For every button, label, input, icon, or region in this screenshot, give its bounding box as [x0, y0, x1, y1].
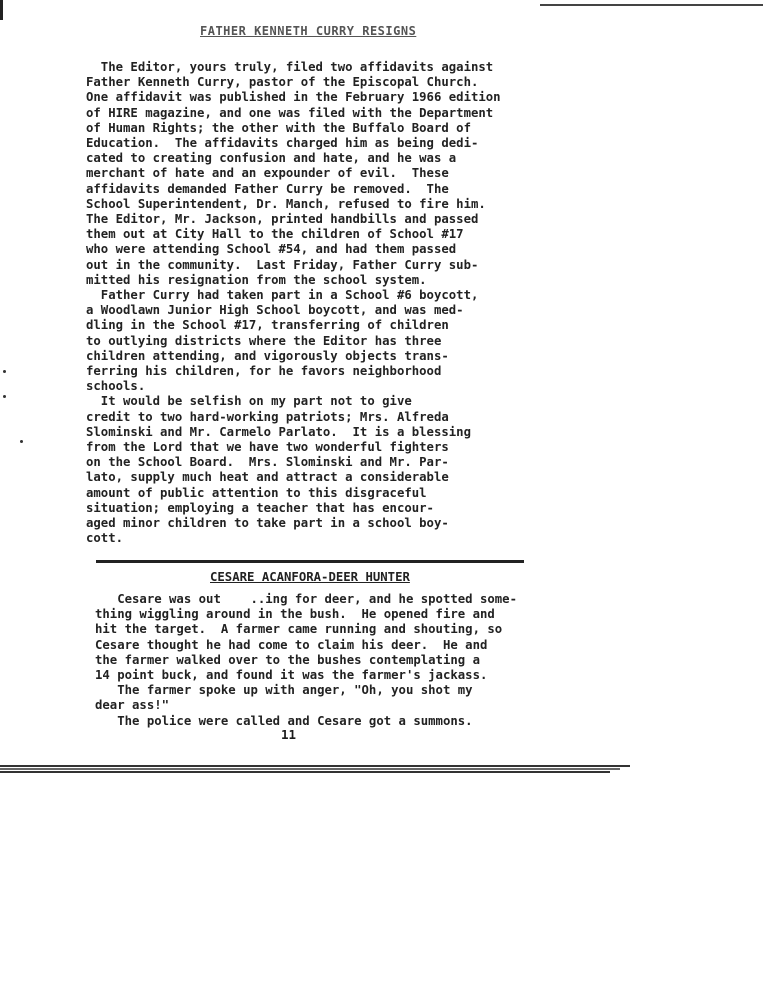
text-line: merchant of hate and an expounder of evil. These — [86, 166, 449, 181]
text-line: aged minor children to take part in a school boy- — [86, 516, 449, 531]
text-line: The Editor, Mr. Jackson, printed handbills and passed — [86, 212, 479, 227]
text-line: from the Lord that we have two wonderful fighters — [86, 440, 449, 455]
text-line: a Woodlawn Junior High School boycott, and was med- — [86, 303, 464, 318]
scan-speck — [20, 440, 23, 443]
text-line: Father Kenneth Curry, pastor of the Episcopal Church. — [86, 75, 479, 90]
text-line: hit the target. A farmer came running and shouting, so — [95, 622, 503, 637]
text-line: One affidavit was published in the February 1966 edition — [86, 90, 501, 105]
text-line: on the School Board. Mrs. Slominski and Mr. Par- — [86, 455, 449, 470]
text-line: mitted his resignation from the school system. — [86, 272, 427, 287]
text-line: dear ass!" — [95, 698, 170, 713]
text-line: lato, supply much heat and attract a considerable — [86, 470, 449, 485]
article-subheading: CESARE ACANFORA-DEER HUNTER — [210, 570, 410, 584]
scan-edge-mark — [0, 0, 3, 20]
text-line: Father Curry had taken part in a School #6 boycott, — [86, 288, 479, 303]
section-divider — [96, 560, 524, 563]
page-number: 11 — [281, 727, 297, 742]
text-line: ferring his children, for he favors neighborhood — [86, 364, 442, 379]
text-line: Cesare thought he had come to claim his deer. He and — [95, 637, 488, 652]
text-line: out in the community. Last Friday, Father Curry sub- — [86, 257, 479, 272]
article-title: FATHER KENNETH CURRY RESIGNS — [200, 24, 417, 38]
text-line: the farmer walked over to the bushes contemplating a — [95, 652, 480, 667]
text-line: of HIRE magazine, and one was filed with the Department — [86, 105, 494, 120]
band-line — [0, 771, 610, 773]
text-line: thing wiggling around in the bush. He opened fire and — [95, 607, 495, 622]
text-line: Education. The affidavits charged him as being dedi- — [86, 136, 479, 151]
scan-speck — [3, 370, 6, 373]
text-line: 14 point buck, and found it was the farmer's jackass. — [95, 668, 488, 683]
text-line: Cesare was out ..ing for deer, and he spotted some- — [95, 592, 517, 606]
text-line: schools. — [86, 379, 146, 394]
text-line: Slominski and Mr. Carmelo Parlato. It is a blessing — [86, 424, 471, 439]
text-line: amount of public attention to this disgraceful — [86, 485, 427, 500]
text-line: dling in the School #17, transferring of children — [86, 318, 449, 333]
scan-bottom-band — [0, 765, 763, 775]
text-line: situation; employing a teacher that has encour- — [86, 500, 434, 515]
text-line: The farmer spoke up with anger, "Oh, you shot my — [95, 683, 473, 698]
text-line: who were attending School #54, and had them passed — [86, 242, 457, 257]
scan-speck — [3, 395, 6, 398]
text-line: The Editor, yours truly, filed two affidavits against — [86, 60, 494, 74]
text-line: of Human Rights; the other with the Buffalo Board of — [86, 120, 471, 135]
text-line: It would be selfish on my part not to give — [86, 394, 412, 409]
top-rule — [540, 4, 763, 6]
text-line: affidavits demanded Father Curry be removed. The — [86, 181, 449, 196]
article2-body — [95, 592, 517, 729]
text-line: School Superintendent, Dr. Manch, refused to fire him. — [86, 196, 486, 211]
band-line — [0, 765, 630, 767]
article-body — [86, 60, 501, 547]
text-line: cated to creating confusion and hate, and he was a — [86, 151, 457, 166]
text-line: them out at City Hall to the children of School #17 — [86, 227, 464, 242]
text-line: to outlying districts where the Editor has three — [86, 333, 442, 348]
text-line: children attending, and vigorously objects trans- — [86, 348, 449, 363]
text-line: The police were called and Cesare got a summons. — [95, 713, 473, 728]
band-line — [0, 768, 620, 770]
text-line: cott. — [86, 531, 124, 546]
text-line: credit to two hard-working patriots; Mrs. Alfreda — [86, 409, 449, 424]
